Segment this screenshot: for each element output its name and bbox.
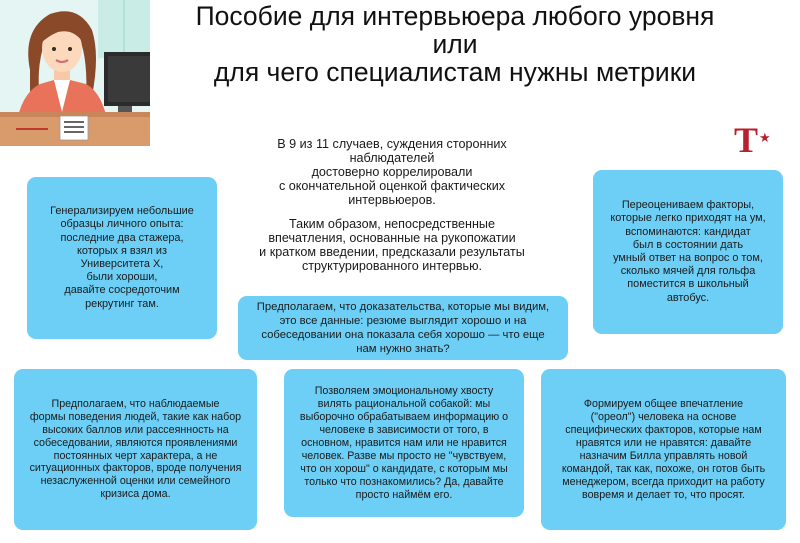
logo-letter: T	[734, 120, 759, 160]
title-line-2: или	[432, 29, 478, 59]
center-text	[232, 137, 552, 283]
box-attribution: Предполагаем, что наблюдаемые формы поведения людей, такие как набор высоких баллов или рассеянность на собеседовании, являются проявлениями постоянных черт характера, а не ситуационных факторов, вроде получения незаслуженной оценки или семейного кризиса дома.	[14, 369, 257, 530]
title-line-3: для чего специалистам нужны метрики	[213, 57, 697, 87]
brand-logo	[734, 122, 771, 158]
woman-at-desk-icon	[0, 0, 150, 146]
box-evidence: Предполагаем, что доказательства, которые мы видим, это все данные: резюме выглядит хорошо и на собеседовании она показала себя хорошо — что еще нам нужно знать?	[238, 296, 568, 360]
page-title	[150, 2, 760, 86]
center-paragraph-2: Таким образом, непосредственные впечатления, основанные на рукопожатии и кратком введении, предсказали результаты структурированного интервью.	[259, 217, 525, 273]
box-availability: Переоцениваем факторы, которые легко приходят на ум, вспоминаются: кандидат был в состоянии дать умный ответ на вопрос о том, сколько мячей для гольфа поместится в школьный автобус.	[593, 170, 783, 334]
box-emotional-tail: Позволяем эмоциональному хвосту вилять рациональной собакой: мы выборочно обрабатываем информацию о человеке в зависимости от того, в основном, нравится нам или не нравится человек. Разве мы просто не "чувствуем, что он хорош" о кандидате, с которым мы только что познакомились? Да, давайте просто наймём его.	[284, 369, 524, 517]
box-halo: Формируем общее впечатление ("ореол") человека на основе специфических факторов, которые нам нравятся или не нравятся: давайте назначим Билла управлять новой командой, так как, похоже, он готов быть менеджером, всегда приходит на работу вовремя и делает то, что просят.	[541, 369, 786, 530]
box-generalization: Генерализируем небольшие образцы личного опыта: последние два стажера, которых я взял из Университета X, были хороши, давайте сосредоточим рекрутинг там.	[27, 177, 217, 339]
center-paragraph-1: В 9 из 11 случаев, суждения сторонних наблюдателей достоверно коррелировали с окончательной оценкой фактических интервьюеров.	[277, 137, 507, 207]
title-line-1: Пособие для интервьюера любого уровня	[195, 1, 715, 31]
star-icon: ★	[759, 130, 771, 145]
